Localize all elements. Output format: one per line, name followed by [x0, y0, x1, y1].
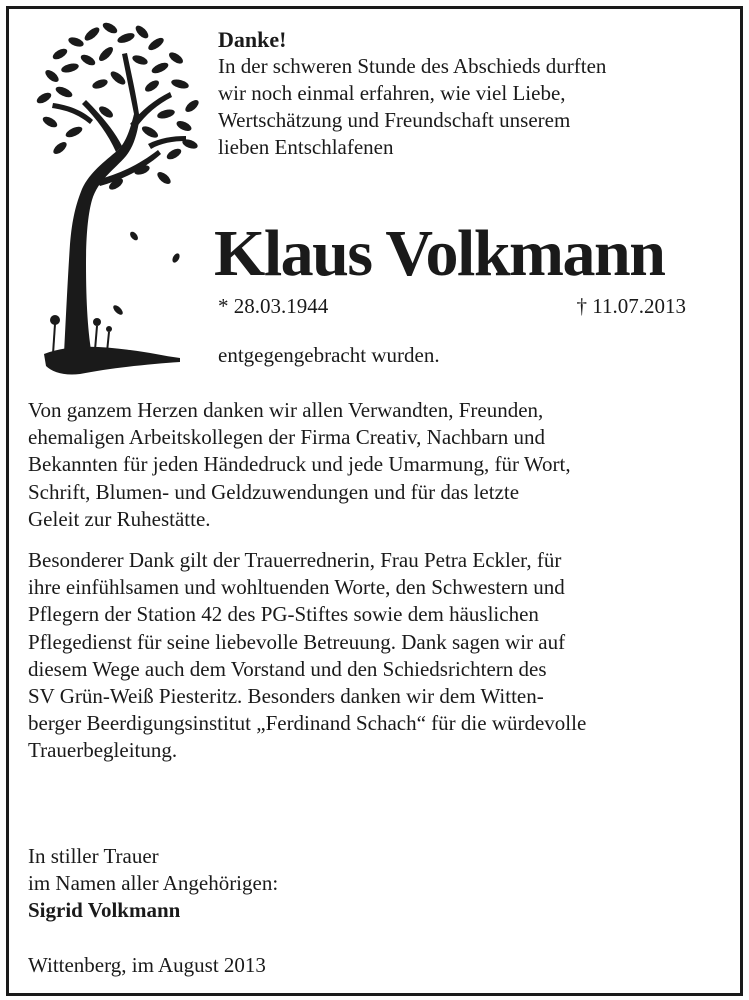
intro-line: lieben Entschlafenen — [218, 135, 394, 159]
paragraph-line: Bekannten für jeden Händedruck und jede Umarmung, für Wort, — [28, 452, 571, 477]
intro-line: Wertschätzung und Freundschaft unserem — [218, 108, 571, 132]
paragraph-line: SV Grün-Weiß Piesteritz. Besonders danken wir dem Witten- — [28, 684, 544, 709]
birth-date: * 28.03.1944 — [218, 294, 329, 318]
paragraph-line: ehemaligen Arbeitskollegen der Firma Creativ, Nachbarn und — [28, 425, 546, 450]
intro-block — [218, 26, 718, 161]
intro-line: In der schweren Stunde des Abschieds durften — [218, 54, 607, 78]
paragraph-line: diesem Wege auch dem Vorstand und den Schiedsrichtern des — [28, 656, 547, 681]
death-date: † 11.07.2013 — [576, 294, 686, 318]
paragraph-line: Besonderer Dank gilt der Trauerrednerin, Frau Petra Eckler, für — [28, 548, 562, 573]
closing-line: im Namen aller Angehörigen: — [28, 871, 279, 895]
closing-line: In stiller Trauer — [28, 844, 159, 868]
deceased-name: Klaus Volkmann — [214, 217, 665, 290]
paragraph-line: Schrift, Blumen- und Geldzuwendungen und für das letzte — [28, 479, 520, 504]
paragraph-line: Geleit zur Ruhestätte. — [28, 506, 211, 531]
tree-silhouette-icon — [30, 14, 200, 394]
after-name-text: entgegengebracht wurden. — [218, 343, 440, 367]
paragraph-line: Pflegern der Station 42 des PG-Stiftes sowie dem häuslichen — [28, 602, 539, 627]
place-date: Wittenberg, im August 2013 — [28, 953, 266, 977]
paragraph-line: ihre einfühlsamen und wohltuenden Worte, den Schwestern und — [28, 575, 565, 600]
signature-block — [28, 843, 278, 924]
paragraph-line: berger Beerdigungsinstitut „Ferdinand Schach“ für die würdevolle — [28, 711, 587, 736]
paragraph-line: Von ganzem Herzen danken wir allen Verwandten, Freunden, — [28, 398, 544, 422]
paragraph-line: Pflegedienst für seine liebevolle Betreuung. Dank sagen wir auf — [28, 629, 566, 654]
life-dates — [218, 294, 686, 319]
body-text — [28, 397, 728, 779]
paragraph-line: Trauerbegleitung. — [28, 738, 178, 763]
signer-name: Sigrid Volkmann — [28, 898, 181, 922]
paragraph-special-thanks — [28, 547, 728, 765]
notice-heading: Danke! — [218, 27, 287, 52]
intro-line: wir noch einmal erfahren, wie viel Liebe, — [218, 81, 566, 105]
paragraph-thanks — [28, 397, 728, 533]
